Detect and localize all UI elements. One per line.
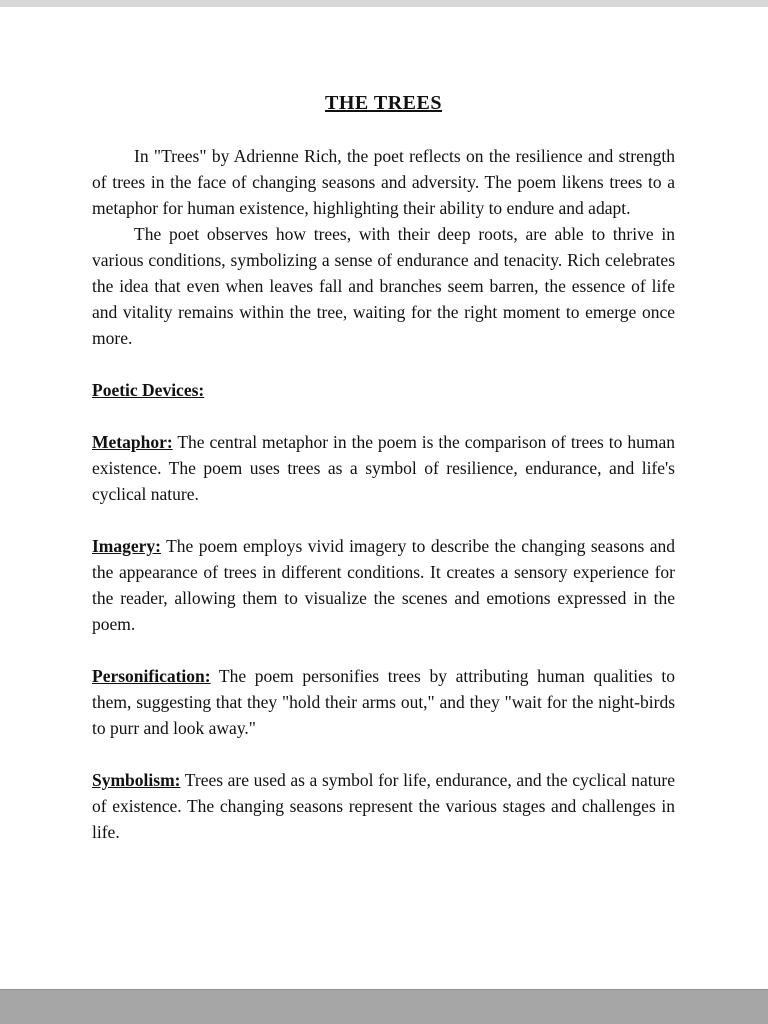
device-term-symbolism: Symbolism: bbox=[92, 770, 181, 790]
viewer-top-strip bbox=[0, 0, 768, 7]
device-text-symbolism: Trees are used as a symbol for life, endurance, and the cyclical nature of existence. The changing seasons represent the various stages and challenges in life. bbox=[92, 770, 675, 842]
device-paragraph-metaphor bbox=[92, 429, 675, 507]
intro-paragraph-2: The poet observes how trees, with their deep roots, are able to thrive in various conditions, symbolizing a sense of endurance and tenacity. Rich celebrates the idea that even when leaves fall and branches seem barren, the essence of life and vitality remains within the tree, waiting for the right moment to emerge once more. bbox=[92, 224, 675, 348]
device-text-personification: The poem personifies trees by attributing human qualities to them, suggesting that they "hold their arms out," and they "wait for the night-birds to purr and look away." bbox=[92, 666, 675, 738]
device-text-metaphor: The central metaphor in the poem is the comparison of trees to human existence. The poem uses trees as a symbol of resilience, endurance, and life's cyclical nature. bbox=[92, 432, 675, 504]
device-paragraph-symbolism bbox=[92, 767, 675, 845]
document-page bbox=[0, 7, 768, 989]
device-term-personification: Personification: bbox=[92, 666, 211, 686]
document-title: THE TREES bbox=[325, 92, 442, 114]
viewer-bottom-strip bbox=[0, 989, 768, 1024]
device-paragraph-imagery bbox=[92, 533, 675, 637]
section-heading-poetic-devices: Poetic Devices: bbox=[92, 380, 205, 400]
device-term-imagery: Imagery: bbox=[92, 536, 162, 556]
device-term-metaphor: Metaphor: bbox=[92, 432, 173, 452]
intro-paragraph-1: In "Trees" by Adrienne Rich, the poet reflects on the resilience and strength of trees in the face of changing seasons and adversity. The poem likens trees to a metaphor for human existence, highlighting their ability to endure and adapt. bbox=[92, 146, 675, 218]
device-paragraph-personification bbox=[92, 663, 675, 741]
device-text-imagery: The poem employs vivid imagery to describe the changing seasons and the appearance of trees in different conditions. It creates a sensory experience for the reader, allowing them to visualize the scenes and emotions expressed in the poem. bbox=[92, 536, 675, 634]
